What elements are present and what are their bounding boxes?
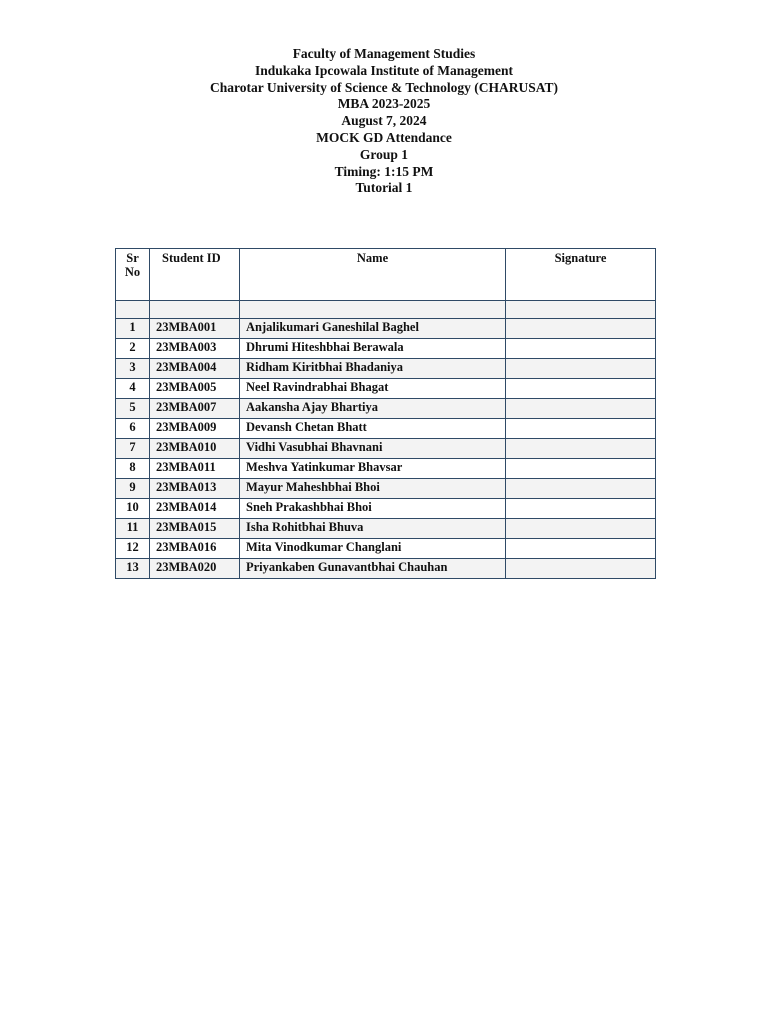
signature-cell [506, 539, 656, 559]
spacer-cell [150, 301, 240, 319]
column-header-signature: Signature [506, 249, 656, 301]
signature-cell [506, 459, 656, 479]
name-cell: Dhrumi Hiteshbhai Berawala [240, 339, 506, 359]
table-row [116, 319, 656, 339]
sr-no-cell: 4 [116, 379, 150, 399]
table-row [116, 439, 656, 459]
sr-no-cell: 7 [116, 439, 150, 459]
sr-no-cell: 8 [116, 459, 150, 479]
name-cell: Devansh Chetan Bhatt [240, 419, 506, 439]
document-header [0, 46, 768, 197]
name-cell: Isha Rohitbhai Bhuva [240, 519, 506, 539]
sr-no-cell: 3 [116, 359, 150, 379]
column-header-name: Name [240, 249, 506, 301]
sr-no-cell: 2 [116, 339, 150, 359]
signature-cell [506, 559, 656, 579]
spacer-cell [506, 301, 656, 319]
student-id-cell: 23MBA007 [150, 399, 240, 419]
column-header-sr-no: Sr No [116, 249, 150, 301]
signature-cell [506, 319, 656, 339]
table-spacer-row [116, 301, 656, 319]
signature-cell [506, 379, 656, 399]
name-cell: Sneh Prakashbhai Bhoi [240, 499, 506, 519]
sr-no-cell: 1 [116, 319, 150, 339]
attendance-table [115, 248, 656, 579]
header-group: Group 1 [359, 146, 409, 162]
student-id-cell: 23MBA011 [150, 459, 240, 479]
table-row [116, 479, 656, 499]
student-id-cell: 23MBA013 [150, 479, 240, 499]
signature-cell [506, 439, 656, 459]
name-cell: Meshva Yatinkumar Bhavsar [240, 459, 506, 479]
table-row [116, 359, 656, 379]
header-program: MBA 2023-2025 [337, 96, 431, 112]
sr-no-cell: 5 [116, 399, 150, 419]
spacer-cell [116, 301, 150, 319]
header-institute: Indukaka Ipcowala Institute of Management [254, 62, 514, 78]
sr-no-cell: 10 [116, 499, 150, 519]
table-row [116, 399, 656, 419]
sr-no-cell: 13 [116, 559, 150, 579]
student-id-cell: 23MBA020 [150, 559, 240, 579]
header-tutorial: Tutorial 1 [355, 180, 413, 196]
student-id-cell: 23MBA005 [150, 379, 240, 399]
table-row [116, 379, 656, 399]
table-row [116, 519, 656, 539]
column-header-student-id: Student ID [150, 249, 240, 301]
name-cell: Aakansha Ajay Bhartiya [240, 399, 506, 419]
sr-no-cell: 9 [116, 479, 150, 499]
table-row [116, 419, 656, 439]
name-cell: Mayur Maheshbhai Bhoi [240, 479, 506, 499]
signature-cell [506, 359, 656, 379]
header-date: August 7, 2024 [341, 113, 427, 129]
name-cell: Vidhi Vasubhai Bhavnani [240, 439, 506, 459]
signature-cell [506, 399, 656, 419]
spacer-cell [240, 301, 506, 319]
signature-cell [506, 339, 656, 359]
student-id-cell: 23MBA001 [150, 319, 240, 339]
name-cell: Priyankaben Gunavantbhai Chauhan [240, 559, 506, 579]
table-row [116, 559, 656, 579]
student-id-cell: 23MBA016 [150, 539, 240, 559]
name-cell: Anjalikumari Ganeshilal Baghel [240, 319, 506, 339]
student-id-cell: 23MBA004 [150, 359, 240, 379]
student-id-cell: 23MBA009 [150, 419, 240, 439]
signature-cell [506, 499, 656, 519]
table-row [116, 459, 656, 479]
table-row [116, 499, 656, 519]
name-cell: Mita Vinodkumar Changlani [240, 539, 506, 559]
table-row [116, 539, 656, 559]
student-id-cell: 23MBA015 [150, 519, 240, 539]
signature-cell [506, 519, 656, 539]
sr-no-cell: 12 [116, 539, 150, 559]
header-faculty: Faculty of Management Studies [292, 46, 476, 61]
header-university: Charotar University of Science & Technology (CHARUSAT) [210, 79, 558, 95]
sr-no-cell: 11 [116, 519, 150, 539]
name-cell: Ridham Kiritbhai Bhadaniya [240, 359, 506, 379]
signature-cell [506, 479, 656, 499]
student-id-cell: 23MBA010 [150, 439, 240, 459]
signature-cell [506, 419, 656, 439]
name-cell: Neel Ravindrabhai Bhagat [240, 379, 506, 399]
student-id-cell: 23MBA014 [150, 499, 240, 519]
student-id-cell: 23MBA003 [150, 339, 240, 359]
table-header-row [116, 249, 656, 301]
header-timing: Timing: 1:15 PM [334, 163, 434, 179]
table-row [116, 339, 656, 359]
sr-no-cell: 6 [116, 419, 150, 439]
header-event: MOCK GD Attendance [316, 129, 452, 145]
